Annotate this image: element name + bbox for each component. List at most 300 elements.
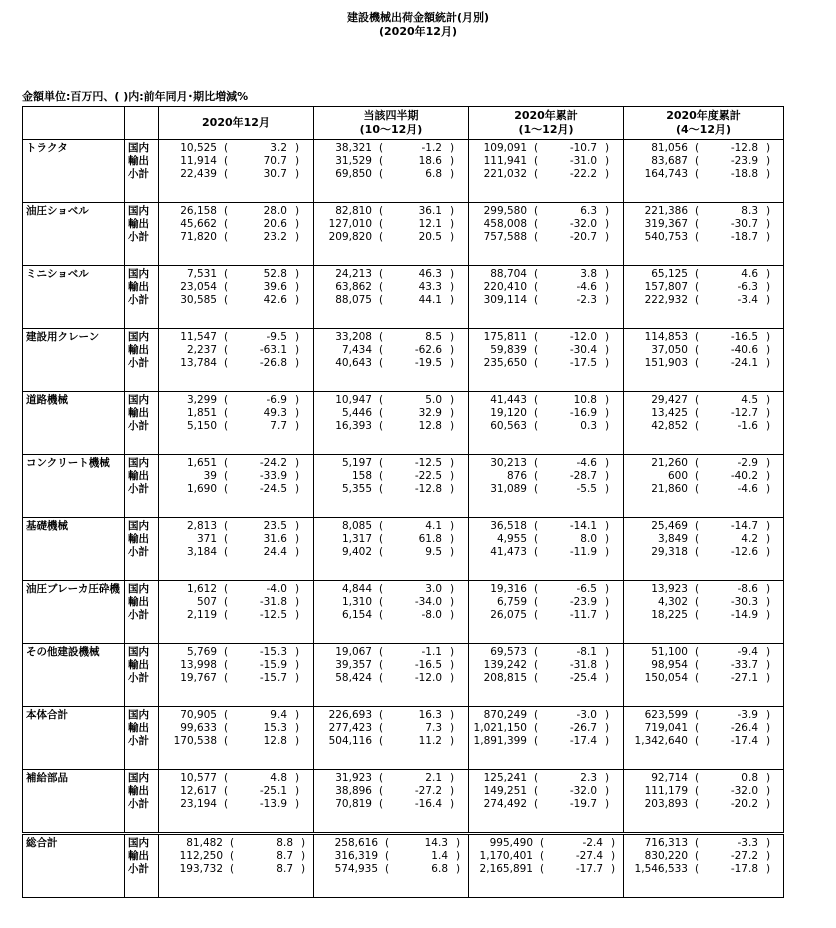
amount-value: 540,753 (644, 231, 688, 243)
amount-value: 258,616 (334, 837, 378, 849)
sub-label: 国内 (128, 394, 149, 406)
data-line (314, 596, 468, 609)
data-line (469, 850, 623, 863)
amount-value: 111,179 (644, 785, 688, 797)
data-cell (624, 770, 784, 834)
paren-close: ) (604, 281, 610, 293)
data-line (314, 407, 468, 420)
data-line (624, 672, 783, 685)
data-line (314, 331, 468, 344)
amount-value: 29,318 (651, 546, 688, 558)
paren-open: ( (694, 457, 700, 469)
header-month: 2020年12月 (159, 107, 314, 140)
paren-open: ( (539, 837, 545, 849)
paren-open: ( (223, 268, 229, 280)
paren-open: ( (694, 394, 700, 406)
data-line (159, 850, 313, 863)
paren-open: ( (378, 218, 384, 230)
paren-open: ( (378, 659, 384, 671)
paren-open: ( (378, 344, 384, 356)
amount-value: 31,529 (335, 155, 372, 167)
data-line (624, 583, 783, 596)
data-line (159, 218, 313, 231)
data-cell (314, 707, 469, 770)
paren-close: ) (765, 331, 771, 343)
sub-label: 輸出 (128, 155, 149, 167)
header-ytd: 2020年累計 (1～12月) (469, 107, 624, 140)
sub-label: 小計 (128, 735, 149, 747)
change-percent: 61.8 (418, 533, 442, 545)
amount-value: 1,342,640 (634, 735, 688, 747)
sub-label: 輸出 (128, 281, 149, 293)
data-line (624, 457, 783, 470)
data-line (624, 231, 783, 244)
paren-close: ) (604, 722, 610, 734)
change-percent: 9.4 (270, 709, 287, 721)
paren-open: ( (694, 837, 700, 849)
paren-close: ) (449, 142, 455, 154)
data-line (469, 483, 623, 496)
paren-open: ( (533, 722, 539, 734)
data-line (314, 735, 468, 748)
amount-value: 277,423 (328, 722, 372, 734)
amount-value: 221,032 (483, 168, 527, 180)
change-percent: -31.8 (569, 659, 597, 671)
paren-open: ( (378, 722, 384, 734)
sub-label: 小計 (128, 609, 149, 621)
amount-value: 5,150 (186, 420, 217, 432)
change-percent: 43.3 (418, 281, 442, 293)
amount-value: 127,010 (328, 218, 372, 230)
change-percent: -13.9 (259, 798, 287, 810)
amount-value: 41,443 (490, 394, 527, 406)
data-line (159, 142, 313, 155)
change-percent: 49.3 (263, 407, 287, 419)
paren-open: ( (533, 205, 539, 217)
paren-open: ( (533, 798, 539, 810)
amount-value: 125,241 (483, 772, 527, 784)
change-percent: -15.7 (259, 672, 287, 684)
table-row (23, 518, 784, 581)
paren-open: ( (223, 609, 229, 621)
paren-open: ( (384, 850, 390, 862)
paren-close: ) (765, 483, 771, 495)
change-percent: 10.8 (573, 394, 597, 406)
paren-open: ( (223, 798, 229, 810)
data-line (159, 155, 313, 168)
amount-value: 69,573 (490, 646, 527, 658)
paren-open: ( (378, 772, 384, 784)
paren-open: ( (694, 863, 700, 875)
header-quarter: 当該四半期 (10～12月) (314, 107, 469, 140)
data-line (624, 520, 783, 533)
category-name: コンクリート機械 (23, 455, 125, 518)
paren-open: ( (378, 735, 384, 747)
sub-label: 輸出 (128, 344, 149, 356)
data-line (624, 646, 783, 659)
data-line (624, 722, 783, 735)
paren-close: ) (449, 357, 455, 369)
data-line (159, 344, 313, 357)
category-name: その他建設機械 (23, 644, 125, 707)
data-line (469, 583, 623, 596)
paren-close: ) (765, 357, 771, 369)
data-line (314, 457, 468, 470)
amount-value: 26,075 (490, 609, 527, 621)
change-percent: -26.4 (730, 722, 758, 734)
amount-value: 175,811 (483, 331, 527, 343)
change-percent: 0.3 (580, 420, 597, 432)
sub-label: 輸出 (128, 218, 149, 230)
amount-value: 10,525 (180, 142, 217, 154)
change-percent: 12.8 (263, 735, 287, 747)
amount-value: 5,769 (186, 646, 217, 658)
change-percent: -31.0 (569, 155, 597, 167)
change-percent: 6.8 (431, 863, 448, 875)
data-line (624, 142, 783, 155)
amount-value: 3,184 (186, 546, 217, 558)
paren-close: ) (294, 168, 300, 180)
amount-value: 23,054 (180, 281, 217, 293)
sub-labels (125, 203, 159, 266)
amount-value: 109,091 (483, 142, 527, 154)
paren-open: ( (223, 583, 229, 595)
paren-close: ) (294, 659, 300, 671)
paren-open: ( (223, 205, 229, 217)
data-line (469, 772, 623, 785)
table-row (23, 266, 784, 329)
paren-close: ) (449, 218, 455, 230)
amount-value: 757,588 (483, 231, 527, 243)
amount-value: 1,021,150 (473, 722, 527, 734)
amount-value: 1,651 (186, 457, 217, 469)
paren-open: ( (378, 294, 384, 306)
amount-value: 11,914 (180, 155, 217, 167)
sub-labels (125, 455, 159, 518)
paren-close: ) (449, 294, 455, 306)
paren-open: ( (223, 457, 229, 469)
data-cell (624, 834, 784, 898)
data-cell (469, 581, 624, 644)
data-line (469, 520, 623, 533)
amount-value: 2,237 (186, 344, 217, 356)
paren-close: ) (604, 546, 610, 558)
paren-close: ) (765, 785, 771, 797)
change-percent: 36.1 (418, 205, 442, 217)
paren-close: ) (604, 533, 610, 545)
data-line (159, 294, 313, 307)
paren-open: ( (378, 331, 384, 343)
paren-close: ) (765, 722, 771, 734)
amount-value: 221,386 (644, 205, 688, 217)
amount-value: 716,313 (644, 837, 688, 849)
amount-value: 5,446 (341, 407, 372, 419)
paren-open: ( (223, 281, 229, 293)
data-line (314, 142, 468, 155)
report-title: 建設機械出荷金額統計(月別) (346, 11, 490, 24)
change-percent: -17.4 (730, 735, 758, 747)
paren-close: ) (294, 142, 300, 154)
amount-value: 30,585 (180, 294, 217, 306)
paren-close: ) (294, 596, 300, 608)
paren-close: ) (765, 583, 771, 595)
paren-close: ) (765, 850, 771, 862)
change-percent: -30.4 (569, 344, 597, 356)
data-line (624, 709, 783, 722)
paren-close: ) (610, 837, 616, 849)
paren-open: ( (694, 785, 700, 797)
paren-open: ( (533, 394, 539, 406)
amount-value: 25,469 (651, 520, 688, 532)
paren-close: ) (765, 268, 771, 280)
paren-close: ) (455, 863, 461, 875)
sub-label: 小計 (128, 798, 149, 810)
data-line (314, 863, 468, 876)
paren-open: ( (378, 394, 384, 406)
amount-value: 38,896 (335, 785, 372, 797)
paren-close: ) (449, 546, 455, 558)
data-line (624, 850, 783, 863)
change-percent: -2.9 (737, 457, 758, 469)
paren-open: ( (223, 672, 229, 684)
data-line (314, 294, 468, 307)
table-row (23, 455, 784, 518)
paren-close: ) (294, 709, 300, 721)
change-percent: 3.8 (580, 268, 597, 280)
change-percent: -17.8 (730, 863, 758, 875)
change-percent: -40.6 (730, 344, 758, 356)
paren-open: ( (223, 420, 229, 432)
data-line (314, 394, 468, 407)
change-percent: -3.9 (737, 709, 758, 721)
data-cell (314, 518, 469, 581)
amount-value: 82,810 (335, 205, 372, 217)
data-cell (624, 266, 784, 329)
category-name: ミニショベル (23, 266, 125, 329)
change-percent: -15.3 (259, 646, 287, 658)
paren-open: ( (378, 420, 384, 432)
paren-close: ) (294, 735, 300, 747)
change-percent: 8.3 (741, 205, 758, 217)
change-percent: 6.8 (425, 168, 442, 180)
data-line (159, 268, 313, 281)
change-percent: -3.0 (576, 709, 597, 721)
paren-open: ( (378, 672, 384, 684)
change-percent: -40.2 (730, 470, 758, 482)
change-percent: -16.5 (414, 659, 442, 671)
amount-value: 13,784 (180, 357, 217, 369)
paren-open: ( (694, 772, 700, 784)
data-line (469, 609, 623, 622)
amount-value: 158 (351, 470, 372, 482)
data-cell (314, 329, 469, 392)
header-fy: 2020年度累計 (4～12月) (624, 107, 784, 140)
paren-close: ) (604, 331, 610, 343)
data-cell (624, 518, 784, 581)
change-percent: 8.0 (580, 533, 597, 545)
amount-value: 170,538 (173, 735, 217, 747)
paren-open: ( (533, 785, 539, 797)
amount-value: 2,165,891 (479, 863, 533, 875)
change-percent: -20.2 (730, 798, 758, 810)
sub-label: 国内 (128, 646, 149, 658)
change-percent: 6.3 (580, 205, 597, 217)
paren-close: ) (449, 205, 455, 217)
data-line (159, 722, 313, 735)
paren-close: ) (294, 520, 300, 532)
data-line (469, 168, 623, 181)
change-percent: -24.1 (730, 357, 758, 369)
sub-label: 輸出 (128, 785, 149, 797)
change-percent: -12.5 (414, 457, 442, 469)
data-line (159, 407, 313, 420)
paren-open: ( (223, 646, 229, 658)
data-line (469, 470, 623, 483)
change-percent: 3.2 (270, 142, 287, 154)
data-line (314, 646, 468, 659)
paren-close: ) (449, 268, 455, 280)
data-cell (469, 455, 624, 518)
paren-open: ( (694, 231, 700, 243)
change-percent: -27.1 (730, 672, 758, 684)
paren-open: ( (533, 483, 539, 495)
data-line (314, 281, 468, 294)
amount-value: 92,714 (651, 772, 688, 784)
change-percent: -34.0 (414, 596, 442, 608)
amount-value: 1,612 (186, 583, 217, 595)
sub-labels (125, 140, 159, 203)
change-percent: -63.1 (259, 344, 287, 356)
data-cell (314, 644, 469, 707)
data-cell (159, 518, 314, 581)
paren-open: ( (694, 722, 700, 734)
paren-close: ) (604, 155, 610, 167)
amount-value: 7,434 (341, 344, 372, 356)
data-line (159, 785, 313, 798)
sub-label: 小計 (128, 420, 149, 432)
unit-note: 金額単位:百万円、( )内:前年同月･期比増減% (22, 90, 249, 103)
data-line (159, 520, 313, 533)
sub-labels (125, 581, 159, 644)
change-percent: 52.8 (263, 268, 287, 280)
data-cell (159, 707, 314, 770)
change-percent: -23.9 (569, 596, 597, 608)
change-percent: 46.3 (418, 268, 442, 280)
change-percent: -23.9 (730, 155, 758, 167)
paren-close: ) (765, 772, 771, 784)
data-line (469, 344, 623, 357)
amount-value: 29,427 (651, 394, 688, 406)
change-percent: -33.7 (730, 659, 758, 671)
amount-value: 111,941 (483, 155, 527, 167)
amount-value: 4,955 (496, 533, 527, 545)
amount-value: 574,935 (334, 863, 378, 875)
paren-close: ) (294, 218, 300, 230)
sub-label: 小計 (128, 168, 149, 180)
data-cell (314, 770, 469, 834)
change-percent: -28.7 (569, 470, 597, 482)
paren-close: ) (294, 672, 300, 684)
paren-open: ( (229, 837, 235, 849)
data-cell (624, 329, 784, 392)
paren-open: ( (533, 533, 539, 545)
amount-value: 21,860 (651, 483, 688, 495)
paren-open: ( (694, 546, 700, 558)
sub-labels (125, 644, 159, 707)
data-line (469, 785, 623, 798)
change-percent: 28.0 (263, 205, 287, 217)
change-percent: 4.5 (741, 394, 758, 406)
sub-label: 国内 (128, 520, 149, 532)
amount-value: 830,220 (644, 850, 688, 862)
paren-open: ( (539, 863, 545, 875)
paren-close: ) (604, 344, 610, 356)
change-percent: -6.3 (737, 281, 758, 293)
data-line (314, 837, 468, 850)
sub-label: 国内 (128, 268, 149, 280)
paren-close: ) (449, 231, 455, 243)
amount-value: 19,120 (490, 407, 527, 419)
paren-close: ) (765, 155, 771, 167)
change-percent: -2.3 (576, 294, 597, 306)
data-line (469, 281, 623, 294)
change-percent: -6.9 (266, 394, 287, 406)
paren-open: ( (694, 357, 700, 369)
amount-value: 88,704 (490, 268, 527, 280)
paren-open: ( (694, 420, 700, 432)
paren-open: ( (223, 407, 229, 419)
data-line (314, 357, 468, 370)
data-cell (469, 140, 624, 203)
change-percent: -24.5 (259, 483, 287, 495)
change-percent: -17.4 (569, 735, 597, 747)
paren-close: ) (449, 420, 455, 432)
table-row (23, 770, 784, 834)
header-blank-sub (125, 107, 159, 140)
data-cell (469, 392, 624, 455)
category-name: 油圧ブレーカ圧砕機 (23, 581, 125, 644)
amount-value: 98,954 (651, 659, 688, 671)
amount-value: 70,905 (180, 709, 217, 721)
amount-value: 19,067 (335, 646, 372, 658)
paren-open: ( (223, 142, 229, 154)
amount-value: 114,853 (644, 331, 688, 343)
data-cell (624, 581, 784, 644)
paren-open: ( (694, 520, 700, 532)
change-percent: -8.1 (576, 646, 597, 658)
paren-open: ( (533, 331, 539, 343)
amount-value: 9,402 (341, 546, 372, 558)
amount-value: 2,813 (186, 520, 217, 532)
paren-close: ) (604, 583, 610, 595)
paren-close: ) (765, 596, 771, 608)
paren-open: ( (694, 672, 700, 684)
amount-value: 83,687 (651, 155, 688, 167)
data-line (314, 268, 468, 281)
sub-label: 小計 (128, 231, 149, 243)
paren-open: ( (223, 155, 229, 167)
sub-labels (125, 266, 159, 329)
change-percent: -20.7 (569, 231, 597, 243)
paren-close: ) (765, 863, 771, 875)
amount-value: 1,317 (341, 533, 372, 545)
paren-open: ( (694, 646, 700, 658)
data-line (624, 155, 783, 168)
paren-open: ( (378, 231, 384, 243)
paren-open: ( (378, 483, 384, 495)
change-percent: -14.7 (730, 520, 758, 532)
amount-value: 71,820 (180, 231, 217, 243)
